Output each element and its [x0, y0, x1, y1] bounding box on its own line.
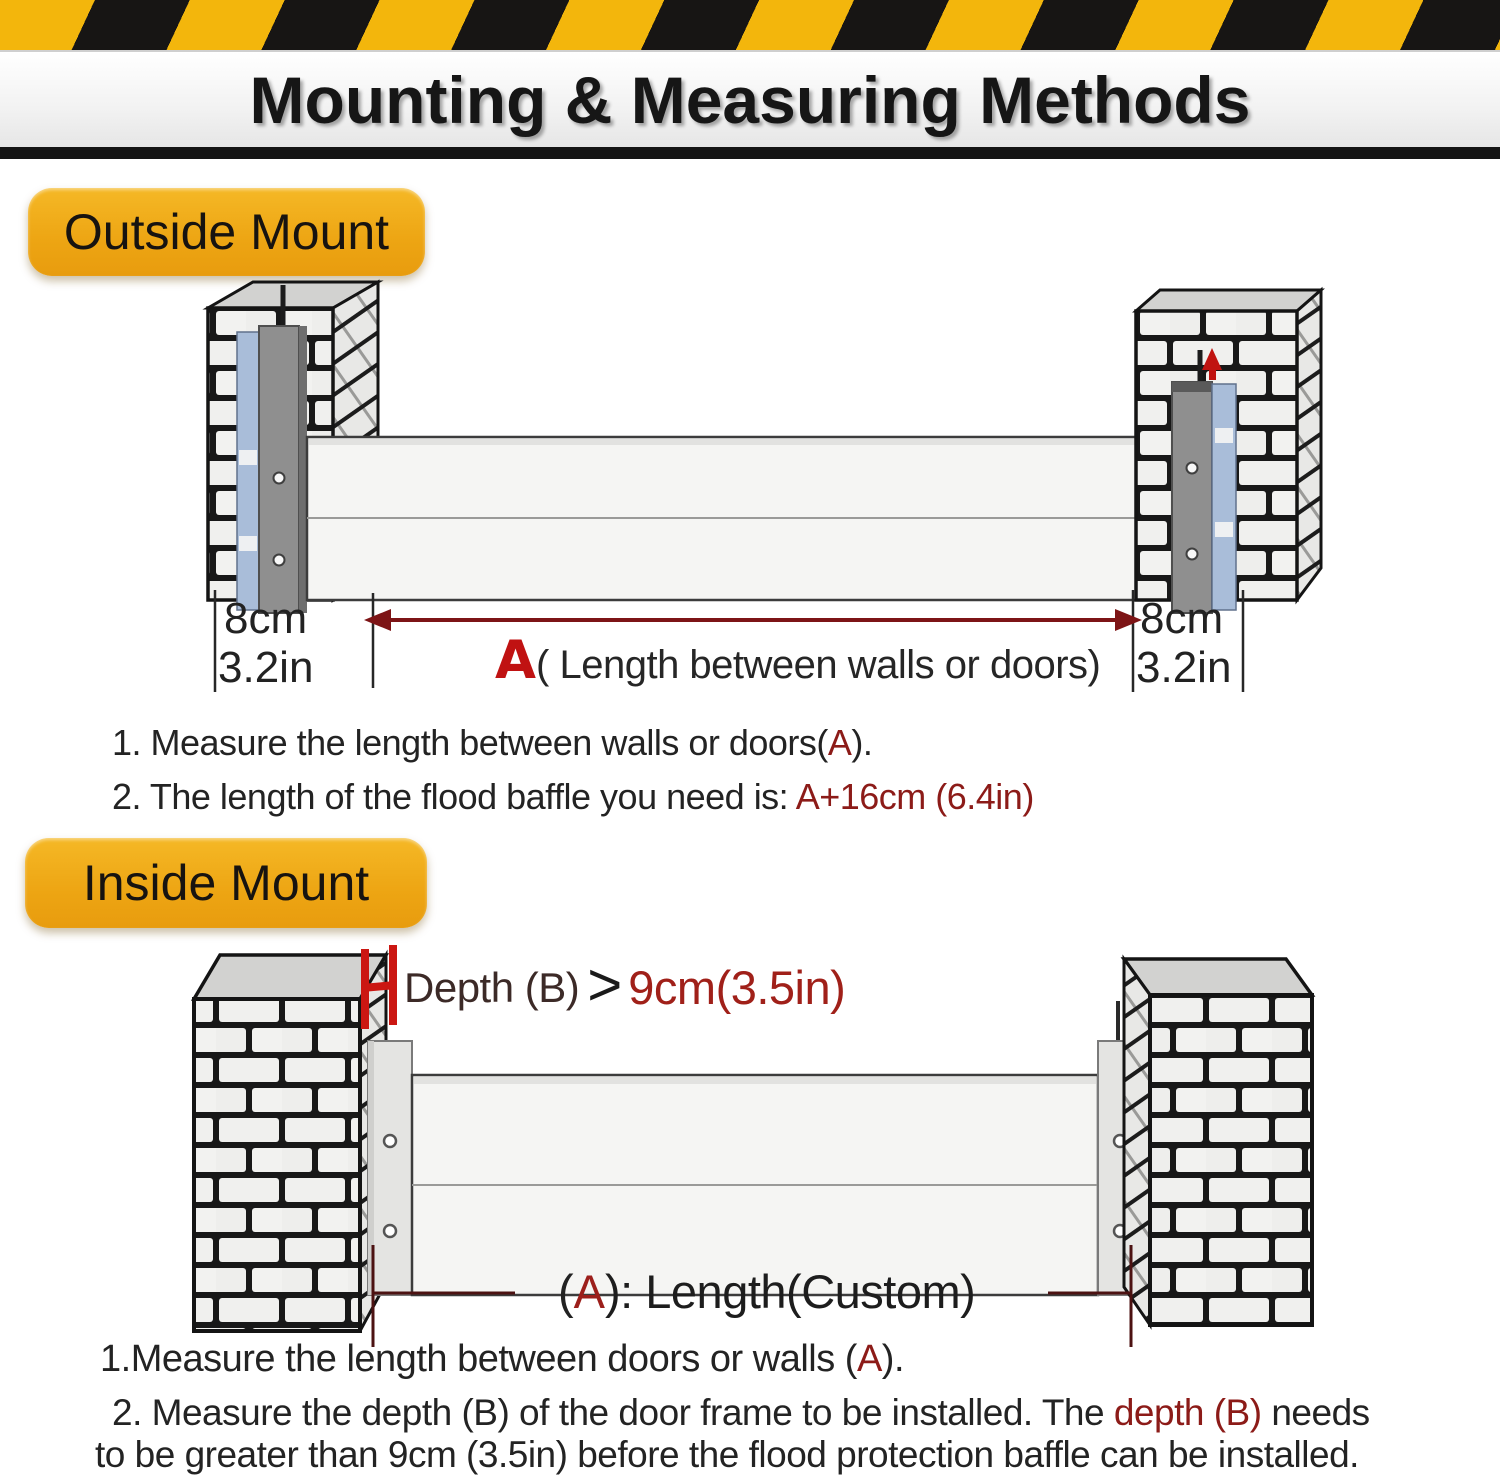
- inside-right-pillar: [1124, 959, 1312, 1325]
- depth-value: 9cm(3.5in): [628, 961, 846, 1014]
- outside-right-channel: [1172, 348, 1236, 613]
- outside-flood-baffle: [307, 437, 1173, 600]
- depth-label-text: Depth (B): [404, 963, 580, 1011]
- step-text: ).: [881, 1338, 905, 1380]
- step-highlight: depth (B): [1113, 1392, 1262, 1433]
- step-text: ).: [851, 722, 873, 763]
- inside-step-2: [112, 1392, 1370, 1434]
- outside-left-channel: [237, 285, 307, 613]
- step-highlight: A: [827, 722, 852, 763]
- outside-left-offset-in: 3.2in: [218, 643, 314, 692]
- step-text: 2. Measure the depth (B) of the door frame to be installed. The: [112, 1392, 1114, 1433]
- outside-right-offset-cm: 8cm: [1140, 594, 1224, 643]
- inside-left-channel: [368, 1041, 412, 1295]
- step-highlight: A: [856, 1338, 882, 1380]
- step-text: needs: [1261, 1392, 1370, 1433]
- depth-requirement-label: [404, 950, 845, 1025]
- header-divider-bar: [0, 147, 1500, 159]
- inside-step-1: [100, 1338, 904, 1381]
- outside-right-offset-in: 3.2in: [1136, 643, 1232, 692]
- span-label-text: ( Length between walls or doors): [536, 643, 1101, 687]
- step-text: 2. The length of the flood baffle you need is:: [112, 776, 796, 817]
- outside-mount-badge: Outside Mount: [28, 188, 425, 276]
- title-band: [0, 52, 1500, 147]
- inside-mount-badge: Inside Mount: [25, 838, 427, 928]
- length-label-paren: (: [558, 1265, 574, 1318]
- outside-step-2: [112, 776, 1034, 818]
- span-label-a: A: [495, 630, 537, 691]
- step-text: 1. Measure the length between walls or doors(: [112, 722, 828, 763]
- inside-flood-baffle: [412, 1075, 1098, 1295]
- outside-span-label: [495, 630, 1100, 691]
- inside-length-label: [558, 1264, 975, 1319]
- page-title: Mounting & Measuring Methods: [249, 62, 1251, 137]
- outside-left-offset-cm: 8cm: [224, 594, 308, 643]
- step-text: 1.Measure the length between doors or walls (: [100, 1338, 857, 1380]
- length-label-text: ): Length(Custom): [605, 1265, 976, 1318]
- greater-than-symbol: >: [587, 951, 623, 1018]
- outside-step-1: [112, 722, 872, 764]
- caution-stripe-band: [0, 0, 1500, 52]
- length-label-a: A: [573, 1265, 606, 1318]
- inside-left-pillar: [194, 955, 386, 1331]
- length-dimension-arrow: [364, 609, 1142, 631]
- step-highlight: A+16cm (6.4in): [795, 776, 1034, 817]
- inside-step-2-continued: to be greater than 9cm (3.5in) before the flood protection baffle can be installed.: [95, 1434, 1359, 1475]
